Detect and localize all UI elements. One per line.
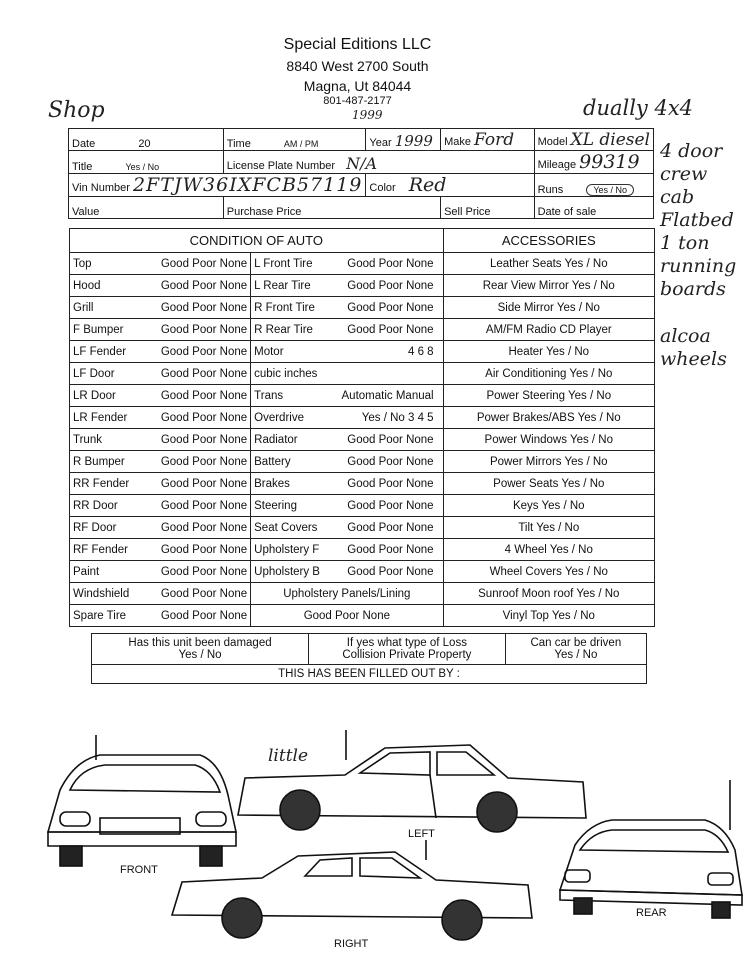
date-label: Date bbox=[72, 138, 96, 150]
rear-view bbox=[560, 780, 742, 918]
part-label: R Bumper bbox=[73, 455, 125, 468]
sell-label: Sell Price bbox=[444, 206, 491, 218]
accessory-label: 4 Wheel Yes / No bbox=[504, 543, 593, 556]
component-label: L Rear Tire bbox=[254, 279, 311, 292]
damaged-answer: Yes / No bbox=[178, 649, 222, 661]
component-label: Upholstery Panels/Lining bbox=[283, 587, 411, 600]
company-street: 8840 West 2700 South bbox=[286, 58, 429, 74]
component-label: Upholstery F bbox=[254, 543, 320, 556]
make-label: Make bbox=[444, 136, 471, 148]
loss-question: If yes what type of Loss bbox=[346, 637, 467, 649]
component-rating: Good Poor None bbox=[347, 543, 434, 556]
condition-title: CONDITION OF AUTO bbox=[70, 229, 444, 253]
margin-note: alcoa bbox=[660, 325, 711, 347]
component-rating: Good Poor None bbox=[347, 301, 434, 314]
handwritten-year-over: 1999 bbox=[352, 108, 383, 122]
component-rating: Good Poor None bbox=[347, 565, 434, 578]
component-rating: Good Poor None bbox=[347, 279, 434, 292]
part-rating: Good Poor None bbox=[160, 477, 248, 490]
part-label: Grill bbox=[73, 301, 94, 314]
part-rating: Good Poor None bbox=[160, 411, 248, 424]
handwritten-model: XL diesel bbox=[570, 130, 650, 150]
accessory-label: Sunroof Moon roof Yes / No bbox=[478, 587, 620, 600]
time-label: Time bbox=[226, 138, 251, 150]
year-label: Year bbox=[369, 137, 392, 149]
sale-label: Date of sale bbox=[537, 206, 597, 218]
component-label: Trans bbox=[254, 389, 284, 402]
handwritten-shop: Shop bbox=[48, 98, 105, 123]
right-view bbox=[172, 840, 532, 940]
component-rating: Good Poor None bbox=[347, 499, 434, 512]
part-label: Top bbox=[73, 257, 92, 270]
accessory-label: Side Mirror Yes / No bbox=[497, 301, 600, 314]
part-rating: Good Poor None bbox=[160, 587, 248, 600]
component-label: R Front Tire bbox=[254, 301, 315, 314]
accessory-label: Heater Yes / No bbox=[508, 345, 590, 358]
part-rating: Good Poor None bbox=[160, 389, 248, 402]
company-name: Special Editions LLC bbox=[283, 36, 432, 53]
accessory-label: Tilt Yes / No bbox=[518, 521, 580, 534]
title-label: Title bbox=[72, 161, 93, 173]
accessory-label: Power Mirrors Yes / No bbox=[489, 455, 608, 468]
accessory-label: Wheel Covers Yes / No bbox=[489, 565, 608, 578]
handwritten-mileage: 99319 bbox=[579, 151, 640, 173]
component-label: Battery bbox=[254, 455, 291, 468]
mileage-label: Mileage bbox=[537, 159, 577, 171]
part-rating: Good Poor None bbox=[160, 323, 248, 336]
component-label: cubic inches bbox=[254, 367, 318, 380]
component-rating: Good Poor None bbox=[347, 477, 434, 490]
margin-note: cab bbox=[660, 186, 695, 208]
part-label: RR Door bbox=[73, 499, 118, 512]
accessory-label: AM/FM Radio CD Player bbox=[485, 323, 612, 336]
accessory-label: Leather Seats Yes / No bbox=[489, 257, 608, 270]
value-label: Value bbox=[72, 206, 100, 218]
handwritten-vin: 2FTJW36IXFCB57119 bbox=[132, 174, 363, 196]
part-label: LF Door bbox=[73, 367, 115, 380]
margin-note: Flatbed bbox=[660, 209, 734, 231]
component-label: Seat Covers bbox=[254, 521, 318, 534]
part-rating: Good Poor None bbox=[160, 367, 248, 380]
component-rating: Good Poor None bbox=[347, 521, 434, 534]
component-rating: Good Poor None bbox=[347, 433, 434, 446]
accessory-label: Vinyl Top Yes / No bbox=[502, 609, 595, 622]
part-rating: Good Poor None bbox=[160, 543, 248, 556]
part-rating: Good Poor None bbox=[160, 433, 248, 446]
component-rating: Good Poor None bbox=[347, 257, 434, 270]
component-label: L Front Tire bbox=[254, 257, 313, 270]
handwritten-make: Ford bbox=[474, 130, 515, 150]
handwritten-model-top: dually 4x4 bbox=[583, 96, 694, 120]
margin-note: wheels bbox=[660, 348, 727, 370]
part-rating: Good Poor None bbox=[160, 279, 248, 292]
front-view bbox=[48, 735, 236, 866]
part-label: LF Fender bbox=[73, 345, 127, 358]
color-label: Color bbox=[369, 182, 396, 194]
accessory-label: Power Brakes/ABS Yes / No bbox=[476, 411, 621, 424]
label-front: FRONT bbox=[120, 864, 158, 876]
part-rating: Good Poor None bbox=[160, 609, 248, 622]
component-rating: Automatic Manual bbox=[341, 389, 434, 402]
margin-note: 1 ton bbox=[660, 232, 710, 254]
handwritten-little: little bbox=[268, 746, 309, 766]
part-label: Paint bbox=[73, 565, 100, 578]
plate-label: License Plate Number bbox=[226, 160, 336, 172]
component-label: Overdrive bbox=[254, 411, 304, 424]
accessory-label: Power Seats Yes / No bbox=[493, 477, 605, 490]
margin-note: boards bbox=[660, 278, 726, 300]
accessory-label: Keys Yes / No bbox=[512, 499, 585, 512]
component-label: Steering bbox=[254, 499, 297, 512]
runs-value: Yes / No bbox=[586, 184, 634, 196]
part-label: LR Door bbox=[73, 389, 116, 402]
component-label: Radiator bbox=[254, 433, 298, 446]
purchase-label: Purchase Price bbox=[226, 206, 302, 218]
driven-answer: Yes / No bbox=[554, 649, 598, 661]
part-label: Windshield bbox=[73, 587, 130, 600]
component-rating: Good Poor None bbox=[347, 455, 434, 468]
component-label: Upholstery B bbox=[254, 565, 320, 578]
part-label: RF Door bbox=[73, 521, 117, 534]
driven-question: Can car be driven bbox=[530, 637, 622, 649]
damaged-question: Has this unit been damaged bbox=[128, 637, 272, 649]
accessories-title: ACCESSORIES bbox=[443, 229, 654, 253]
part-rating: Good Poor None bbox=[160, 565, 248, 578]
handwritten-year: 1999 bbox=[394, 132, 433, 150]
vin-label: Vin Number bbox=[72, 182, 130, 194]
part-label: LR Fender bbox=[73, 411, 128, 424]
part-label: Trunk bbox=[73, 433, 102, 446]
handwritten-color: Red bbox=[408, 174, 447, 196]
component-label: Brakes bbox=[254, 477, 290, 490]
part-label: RF Fender bbox=[73, 543, 128, 556]
label-left: LEFT bbox=[408, 828, 435, 840]
part-rating: Good Poor None bbox=[160, 455, 248, 468]
handwritten-plate: N/A bbox=[346, 154, 378, 173]
company-city: Magna, Ut 84044 bbox=[303, 78, 412, 94]
part-rating: Good Poor None bbox=[160, 345, 248, 358]
part-label: RR Fender bbox=[73, 477, 130, 490]
accessory-label: Power Windows Yes / No bbox=[484, 433, 614, 446]
part-rating: Good Poor None bbox=[160, 301, 248, 314]
accessory-label: Rear View Mirror Yes / No bbox=[482, 279, 615, 292]
component-label: R Rear Tire bbox=[254, 323, 313, 336]
company-phone: 801-487-2177 bbox=[323, 95, 392, 107]
part-rating: Good Poor None bbox=[160, 257, 248, 270]
part-label: F Bumper bbox=[73, 323, 124, 336]
ampm: AM / PM bbox=[283, 139, 319, 149]
runs-label: Runs bbox=[537, 184, 564, 196]
component-label: Motor bbox=[254, 345, 284, 358]
part-label: Hood bbox=[73, 279, 101, 292]
component-rating: Good Poor None bbox=[347, 323, 434, 336]
filled-by: THIS HAS BEEN FILLED OUT BY : bbox=[92, 665, 647, 684]
margin-note: 4 door bbox=[660, 140, 723, 162]
component-label: Good Poor None bbox=[303, 609, 390, 622]
loss-answer: Collision Private Property bbox=[342, 649, 472, 661]
margin-note: running bbox=[660, 255, 737, 277]
title-value: Yes / No bbox=[125, 162, 160, 172]
component-rating: Yes / No 3 4 5 bbox=[361, 411, 434, 424]
part-label: Spare Tire bbox=[73, 609, 127, 622]
accessory-label: Power Steering Yes / No bbox=[486, 389, 612, 402]
part-rating: Good Poor None bbox=[160, 499, 248, 512]
part-rating: Good Poor None bbox=[160, 521, 248, 534]
date-value: 20 bbox=[138, 138, 151, 150]
margin-note: crew bbox=[660, 163, 708, 185]
label-right: RIGHT bbox=[334, 938, 369, 950]
model-label: Model bbox=[537, 136, 568, 148]
component-rating: 4 6 8 bbox=[407, 345, 434, 358]
label-rear: REAR bbox=[636, 907, 667, 919]
accessory-label: Air Conditioning Yes / No bbox=[485, 367, 613, 380]
